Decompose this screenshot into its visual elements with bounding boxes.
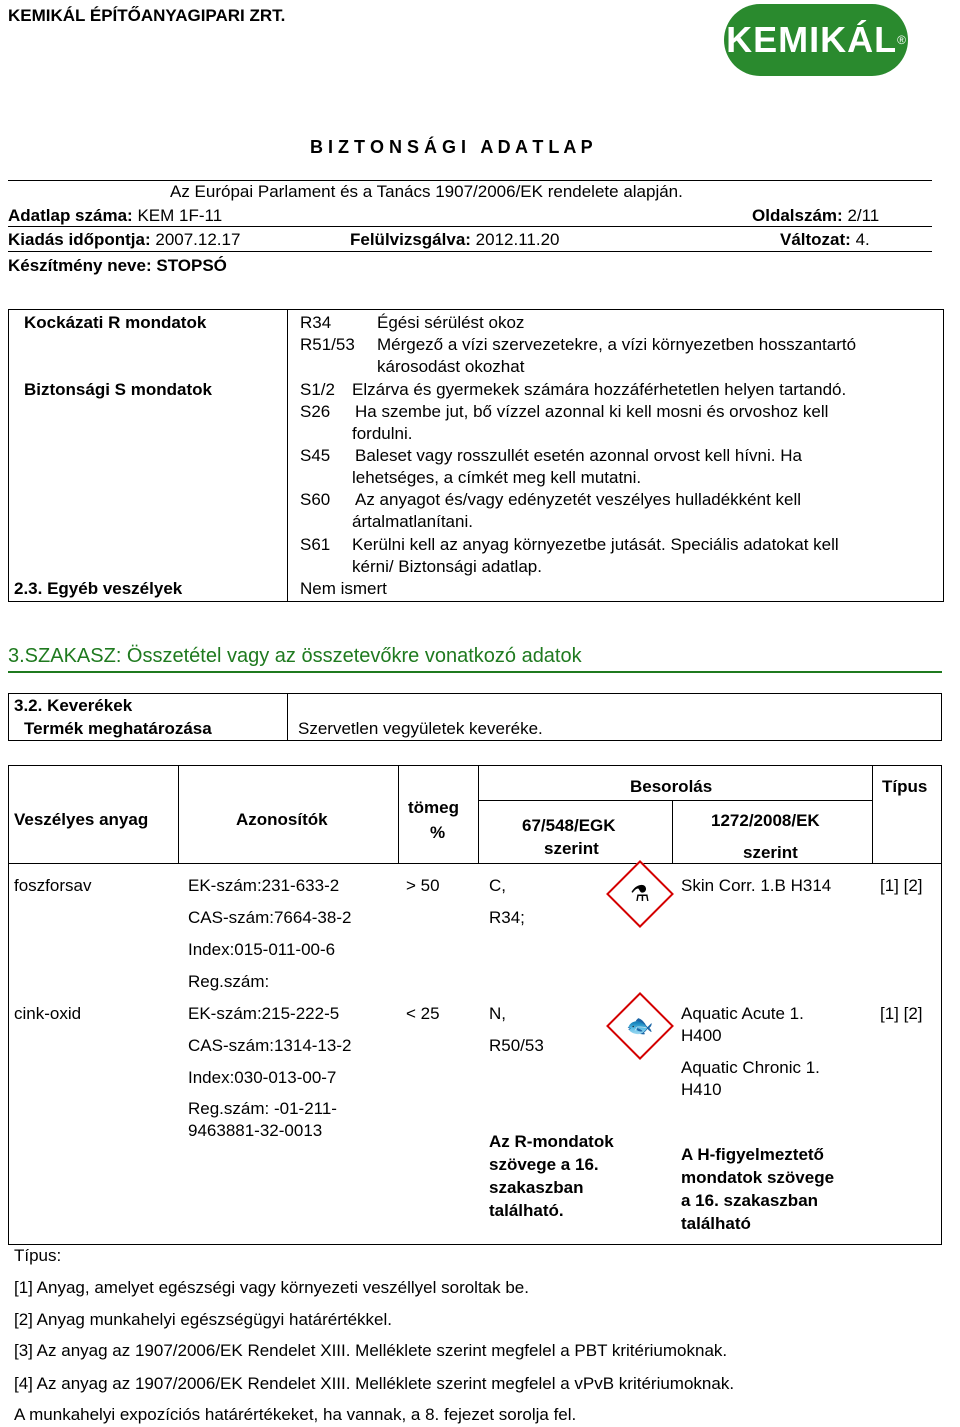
h-phrase-note-3: a 16. szakaszban xyxy=(681,1191,819,1210)
header-substance: Veszélyes anyag xyxy=(14,810,149,829)
header-1272-sub: szerint xyxy=(743,843,798,862)
s45-text-cont: lehetséges, a címkét meg kell mutatni. xyxy=(352,468,642,487)
h-phrase-note-2: mondatok szövege xyxy=(681,1168,835,1187)
other-hazards-label: 2.3. Egyéb veszélyek xyxy=(14,579,183,598)
r5153-text-cont: károsodást okozhat xyxy=(377,357,525,376)
company-logo xyxy=(724,4,908,76)
row1-reg: Reg.szám: xyxy=(188,972,270,991)
s61-text-cont: kérni/ Biztonsági adatlap. xyxy=(352,557,542,576)
row1-class-c: C, xyxy=(489,876,506,895)
version: Változat: 4. xyxy=(780,230,870,249)
page-number: Oldalszám: 2/11 xyxy=(752,206,880,225)
r5153-text: Mérgező a vízi szervezetekre, a vízi környezetben hosszantartó xyxy=(377,335,857,354)
row2-clp-chronic-h: H410 xyxy=(681,1080,722,1099)
row1-class-r: R34; xyxy=(489,908,525,927)
r-phrase-note: Az R-mondatok xyxy=(489,1132,614,1151)
row2-clp-chronic: Aquatic Chronic 1. xyxy=(681,1058,820,1077)
type-legend-3: [3] Az anyag az 1907/2006/EK Rendelet XIII. Melléklete szerint megfelel a PBT kritériumoknak. xyxy=(14,1341,728,1360)
header-classification: Besorolás xyxy=(630,777,713,796)
r5153-code: R51/53 xyxy=(300,335,355,354)
header-mass: tömeg xyxy=(408,798,459,817)
review-date: Felülvizsgálva: 2012.11.20 xyxy=(350,230,560,249)
s12-text: Elzárva és gyermekek számára hozzáférhetetlen helyen tartandó. xyxy=(352,380,847,399)
issue-date: Kiadás időpontja: 2007.12.17 xyxy=(8,230,241,249)
header-1272: 1272/2008/EK xyxy=(711,811,820,830)
product-definition-value: Szervetlen vegyületek keveréke. xyxy=(298,719,543,738)
header-type: Típus xyxy=(882,777,928,796)
environment-icon: 🐟 xyxy=(606,992,674,1060)
row2-reg-cont: 9463881-32-0013 xyxy=(188,1121,323,1140)
row1-cas: CAS-szám:7664-38-2 xyxy=(188,908,352,927)
sheet-number: Adatlap száma: KEM 1F-11 xyxy=(8,206,223,225)
r-phrases-label: Kockázati R mondatok xyxy=(24,313,207,332)
r-phrase-note-3: szakaszban xyxy=(489,1178,584,1197)
mixtures-subtitle: 3.2. Keverékek xyxy=(14,696,133,715)
product-name: Készítmény neve: STOPSÓ xyxy=(8,256,227,275)
s-phrases-label: Biztonsági S mondatok xyxy=(24,380,212,399)
s60-code: S60 xyxy=(300,490,331,509)
s60-text-cont: ártalmatlanítani. xyxy=(352,512,473,531)
header-67548-sub: szerint xyxy=(544,839,599,858)
h-phrase-note-4: található xyxy=(681,1214,751,1233)
corrosive-icon: ⚗ xyxy=(606,860,674,928)
row1-index: Index:015-011-00-6 xyxy=(188,940,336,959)
row2-cas: CAS-szám:1314-13-2 xyxy=(188,1036,352,1055)
row2-clp-acute: Aquatic Acute 1. xyxy=(681,1004,804,1023)
s45-text: Baleset vagy rosszullét esetén azonnal orvost kell hívni. Ha xyxy=(355,446,802,465)
s61-text: Kerülni kell az anyag környezetbe jutását. Speciális adatokat kell xyxy=(352,535,839,554)
s26-code: S26 xyxy=(300,402,331,421)
h-phrase-note: A H-figyelmeztető xyxy=(681,1145,824,1164)
r-phrase-note-2: szövege a 16. xyxy=(489,1155,599,1174)
row2-ec: EK-szám:215-222-5 xyxy=(188,1004,340,1023)
row1-ec: EK-szám:231-633-2 xyxy=(188,876,340,895)
s60-text: Az anyagot és/vagy edényzetét veszélyes hulladékként kell xyxy=(355,490,802,509)
s12-code: S1/2 xyxy=(300,380,335,399)
document-title: B I Z T O N S Á G I A D A T L A P xyxy=(310,137,593,157)
type-legend-label: Típus: xyxy=(14,1246,62,1265)
exposure-note: A munkahelyi expozíciós határértékeket, ha vannak, a 8. fejezet sorolja fel. xyxy=(14,1405,577,1424)
header-identifiers: Azonosítók xyxy=(236,810,328,829)
s45-code: S45 xyxy=(300,446,331,465)
product-definition-label: Termék meghatározása xyxy=(24,719,212,738)
s61-code: S61 xyxy=(300,535,331,554)
header-67548: 67/548/EGK xyxy=(522,816,616,835)
logo-text: KEMIKÁL xyxy=(726,19,898,60)
other-hazards-value: Nem ismert xyxy=(300,579,387,598)
row2-clp-acute-h: H400 xyxy=(681,1026,722,1045)
row2-mass: < 25 xyxy=(406,1004,440,1023)
type-legend-2: [2] Anyag munkahelyi egészségügyi határértékkel. xyxy=(14,1310,393,1329)
type-legend-1: [1] Anyag, amelyet egészségi vagy környezeti veszéllyel soroltak be. xyxy=(14,1278,529,1297)
s26-text-cont: fordulni. xyxy=(352,424,413,443)
s26-text: Ha szembe jut, bő vízzel azonnal ki kell mosni és orvoshoz kell xyxy=(355,402,829,421)
row2-class-r: R50/53 xyxy=(489,1036,544,1055)
regulation-line: Az Európai Parlament és a Tanács 1907/2006/EK rendelete alapján. xyxy=(170,182,683,201)
row1-substance: foszforsav xyxy=(14,876,92,895)
row1-type: [1] [2] xyxy=(880,876,923,895)
type-legend-4: [4] Az anyag az 1907/2006/EK Rendelet XIII. Melléklete szerint megfelel a vPvB kritériumoknak. xyxy=(14,1374,735,1393)
r-phrase-note-4: található. xyxy=(489,1201,564,1220)
row2-substance: cink-oxid xyxy=(14,1004,82,1023)
header-mass-unit: % xyxy=(430,823,446,842)
logo-registered: ® xyxy=(897,33,906,47)
row2-index: Index:030-013-00-7 xyxy=(188,1068,337,1087)
section3-title: 3.SZAKASZ: Összetétel vagy az összetevőkre vonatkozó adatok xyxy=(8,645,582,667)
row1-mass: > 50 xyxy=(406,876,440,895)
row2-reg: Reg.szám: -01-211- xyxy=(188,1099,337,1118)
company-name: KEMIKÁL ÉPÍTŐANYAGIPARI ZRT. xyxy=(8,6,286,25)
r34-text: Égési sérülést okoz xyxy=(377,313,525,332)
row2-type: [1] [2] xyxy=(880,1004,923,1023)
row1-clp: Skin Corr. 1.B H314 xyxy=(681,876,832,895)
r34-code: R34 xyxy=(300,313,332,332)
row2-class-n: N, xyxy=(489,1004,506,1023)
